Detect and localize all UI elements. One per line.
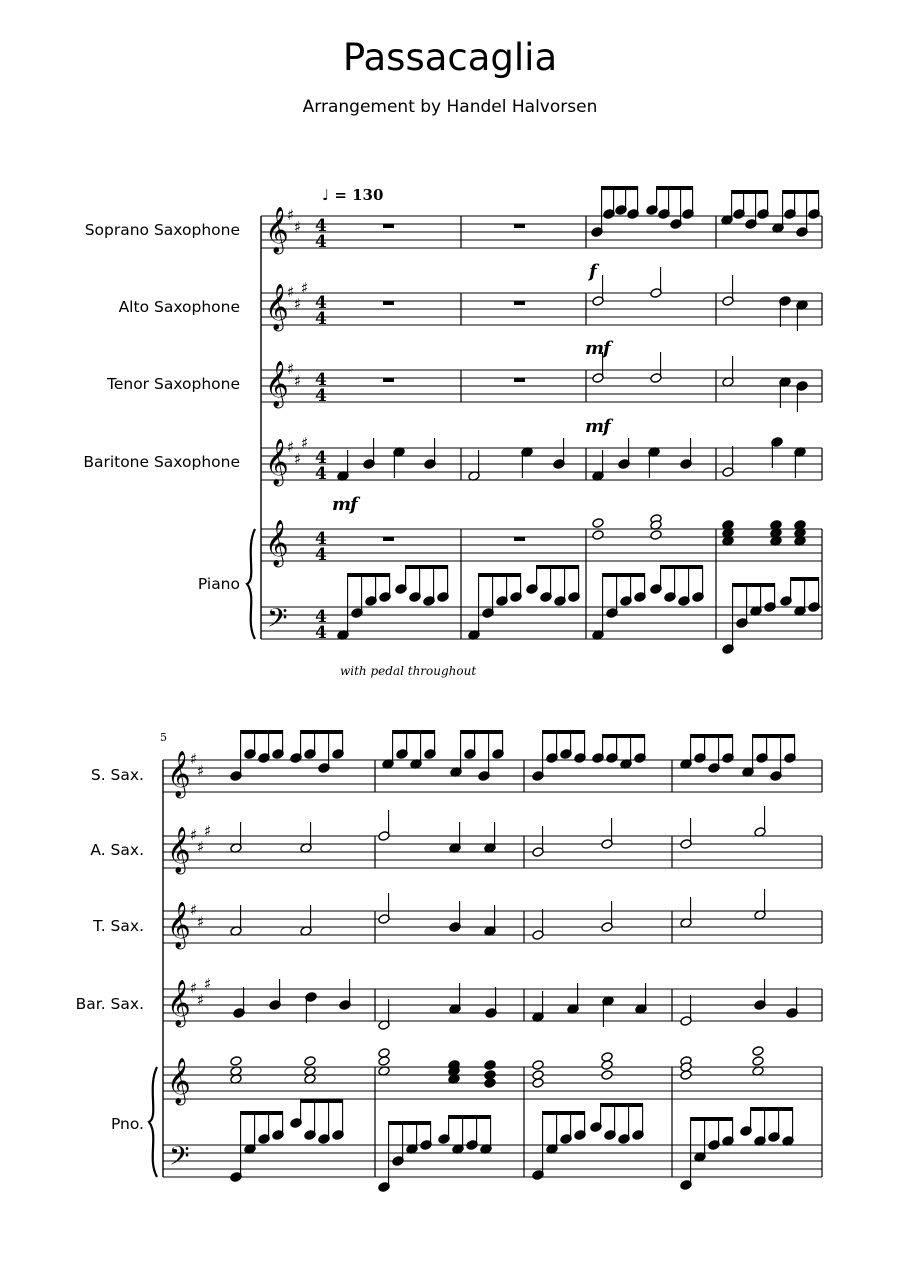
time-signature-bottom: 4 (315, 232, 327, 252)
note-head (752, 1056, 764, 1067)
beam (691, 734, 733, 738)
note-head (650, 530, 662, 541)
note-head (230, 1056, 242, 1067)
sharp-icon: ♯ (204, 822, 212, 840)
beam (732, 190, 768, 194)
whole-rest-icon (383, 224, 394, 228)
beam (406, 565, 448, 569)
beam (449, 1115, 491, 1119)
sharp-icon: ♯ (197, 913, 205, 931)
note-head (532, 1078, 544, 1089)
beam (783, 190, 819, 194)
time-signature-bottom: 4 (315, 386, 327, 406)
time-signature-bottom: 4 (315, 623, 327, 643)
treble-clef-icon: 𝄞 (167, 827, 191, 873)
beam (348, 573, 390, 577)
note-head (601, 1060, 613, 1071)
beam (733, 583, 775, 587)
treble-clef-icon: 𝄞 (167, 1058, 191, 1104)
beam (657, 186, 693, 190)
note-head (484, 1060, 496, 1071)
note-head (680, 1070, 692, 1081)
pedal-instruction: with pedal throughout (340, 664, 477, 678)
beam (603, 734, 645, 738)
dynamic-piano: mf (332, 494, 357, 515)
bass-clef-icon: 𝄢 (169, 1140, 190, 1178)
whole-rest-icon (514, 537, 525, 541)
measure-number: 5 (160, 731, 167, 744)
note-head (532, 1060, 544, 1071)
sharp-icon: ♯ (197, 838, 205, 856)
time-signature-bottom: 4 (315, 464, 327, 484)
sharp-icon: ♯ (190, 979, 198, 997)
note-head (752, 1046, 764, 1057)
instrument-label-soprano: Soprano Saxophone (84, 221, 240, 239)
note-head (601, 1070, 613, 1081)
sharp-icon: ♯ (301, 279, 309, 297)
treble-clef-icon: 𝄞 (167, 902, 191, 948)
sharp-icon: ♯ (197, 991, 205, 1009)
beam (479, 573, 521, 577)
instrument-label-tenor: Tenor Saxophone (107, 375, 240, 393)
score-subtitle: Arrangement by Handel Halvorsen (302, 97, 598, 117)
beam (791, 577, 819, 581)
instrument-label-t-sax: T. Sax. (93, 917, 144, 935)
sharp-icon: ♯ (287, 438, 295, 456)
note-head (378, 1056, 390, 1067)
beam (751, 1107, 793, 1111)
whole-rest-icon (514, 378, 525, 382)
sharp-icon: ♯ (190, 901, 198, 919)
treble-clef-icon: 𝄞 (265, 361, 289, 407)
beam (543, 730, 585, 734)
whole-rest-icon (514, 301, 525, 305)
bass-clef-icon: 𝄢 (267, 602, 288, 640)
beam (691, 1117, 733, 1121)
sharp-icon: ♯ (190, 750, 198, 768)
beam (461, 730, 503, 734)
note-head (592, 518, 604, 529)
sharp-icon: ♯ (301, 434, 309, 452)
note-head (592, 530, 604, 541)
tempo-marking (322, 186, 383, 204)
time-signature-top: 4 (315, 293, 327, 313)
piano-brace (149, 1067, 157, 1177)
dynamic-tenor: mf (585, 338, 610, 359)
beam (537, 565, 579, 569)
whole-rest-icon (514, 224, 525, 228)
treble-clef-icon: 𝄞 (265, 439, 289, 485)
whole-rest-icon (383, 301, 394, 305)
treble-clef-icon: 𝄞 (265, 520, 289, 566)
quarter-note-icon: ♩ (322, 186, 330, 204)
note-head (304, 1056, 316, 1067)
sharp-icon: ♯ (287, 360, 295, 378)
whole-rest-icon (383, 378, 394, 382)
sharp-icon: ♯ (204, 975, 212, 993)
time-signature-top: 4 (315, 448, 327, 468)
sharp-icon: ♯ (287, 283, 295, 301)
beam (543, 1111, 585, 1115)
sharp-icon: ♯ (294, 218, 302, 236)
beam (602, 186, 638, 190)
beam (661, 565, 703, 569)
sharp-icon: ♯ (294, 372, 302, 390)
time-signature-top: 4 (315, 370, 327, 390)
dynamic-alto: f (589, 261, 596, 282)
instrument-label-pno: Pno. (110, 1115, 144, 1133)
dynamic-baritone: mf (585, 416, 610, 437)
time-signature-top: 4 (315, 529, 327, 549)
treble-clef-icon: 𝄞 (167, 980, 191, 1026)
whole-rest-icon (383, 537, 394, 541)
beam (753, 734, 795, 738)
tempo-value: = 130 (334, 186, 384, 204)
instrument-label-piano: Piano (197, 575, 240, 593)
sharp-icon: ♯ (197, 762, 205, 780)
beam (241, 730, 283, 734)
score-title: Passacaglia (342, 36, 558, 79)
time-signature-bottom: 4 (315, 545, 327, 565)
instrument-label-s-sax: S. Sax. (90, 766, 144, 784)
beam (301, 1099, 343, 1103)
beam (241, 1111, 283, 1115)
instrument-label-bar-sax: Bar. Sax. (75, 995, 144, 1013)
note-head (484, 1078, 496, 1089)
sharp-icon: ♯ (294, 450, 302, 468)
time-signature-top: 4 (315, 607, 327, 627)
time-signature-top: 4 (315, 216, 327, 236)
piano-brace (247, 529, 255, 639)
time-signature-bottom: 4 (315, 309, 327, 329)
treble-clef-icon: 𝄞 (265, 207, 289, 253)
sharp-icon: ♯ (294, 295, 302, 313)
instrument-label-baritone: Baritone Saxophone (83, 453, 240, 471)
beam (601, 1103, 643, 1107)
beam (393, 730, 435, 734)
beam (301, 730, 343, 734)
sharp-icon: ♯ (287, 206, 295, 224)
sharp-icon: ♯ (190, 826, 198, 844)
instrument-label-a-sax: A. Sax. (90, 841, 144, 859)
treble-clef-icon: 𝄞 (167, 751, 191, 797)
beam (603, 573, 645, 577)
instrument-label-alto: Alto Saxophone (118, 298, 240, 316)
treble-clef-icon: 𝄞 (265, 284, 289, 330)
beam (389, 1121, 431, 1125)
